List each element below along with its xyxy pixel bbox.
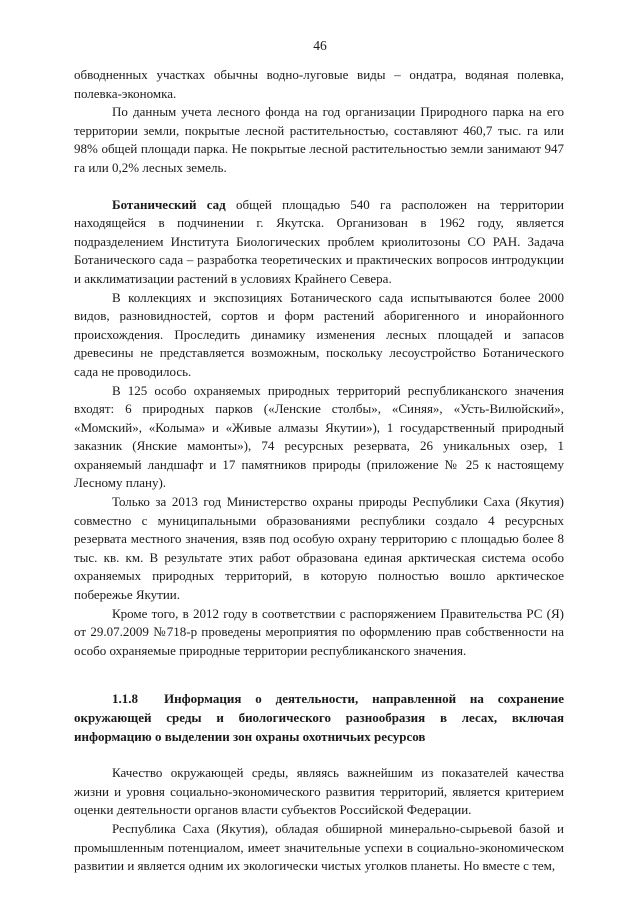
spacer — [74, 746, 564, 764]
paragraph-forest-fund: По данным учета лесного фонда на год организации Природного парка на его территории земли, покрытые лесной растительностью, составляют 460,7 тыс. га или 98% общей площади парка. Не покрытые лесной растительностью земли занимают 947 га или 0,2% лесных земель. — [74, 104, 564, 175]
paragraph-protected-areas: В 125 особо охраняемых природных территорий республиканского значения входят: 6 природных парков («Ленские столбы», «Синяя», «Усть-Вилюйский», «Момский», «Колыма» и «Живые алмазы Якутии»), 1 государственный природный заказник (Янские мамонты»), 74 ресурсных резервата, 26 уникальных озер, 1 охраняемый ландшафт и 17 памятников природы (приложение № 25 к настоящему Лесному плану). — [74, 382, 564, 491]
paragraph-ministry-2013: Только за 2013 год Министерство охраны природы Республики Саха (Якутия) совместно с муниципальными образованиями республики создало 4 ресурсных резервата местного значения, взяв под особую охрану территорию с площадью более 8 тыс. кв. км. В результате этих работ образована единая арктическая система особо охраняемых природных территорий, в которую полностью вошло арктическое побережье Якутии. — [74, 494, 564, 603]
paragraph-continuation: обводненных участках обычны водно-луговые виды – ондатра, водяная полевка, полевка-экономка. — [74, 67, 564, 101]
paragraph-botanical-garden — [74, 196, 564, 289]
spacer — [74, 178, 564, 196]
paragraph-environment-quality: Качество окружающей среды, являясь важнейшим из показателей качества жизни и уровня социально-экономического развития территорий, является критерием оценки деятельности органов власти субъектов Российской Федерации. — [74, 765, 564, 818]
botanical-garden-text: общей площадью 540 га расположен на территории находящейся в подчинении г. Якутска. Организован в 1962 году, является подразделением Института Биологических проблем криолитозоны СО РАН. Задача Ботанического сада – разработка теоретических и практических вопросов интродукции и акклиматизации растений в условиях Крайнего Севера. — [74, 196, 564, 286]
document-body — [74, 66, 564, 876]
section-heading — [74, 690, 564, 746]
botanical-garden-term: Ботанический сад — [112, 196, 226, 212]
paragraph-government-2012: Кроме того, в 2012 году в соответствии с распоряжением Правительства РС (Я) от 29.07.2009 №718-р проведены мероприятия по оформлению прав собственности на особо охраняемые природные территории республиканского значения. — [74, 605, 564, 658]
spacer — [74, 660, 564, 690]
paragraph-collections: В коллекциях и экспозициях Ботанического сада испытываются более 2000 видов, разновидностей, сортов и форм растений аборигенного и инорайонного происхождения. Проследить динамику изменения лесных площадей и запасов древесины не представляется возможным, поскольку лесоустройство Ботанического сада не проводилось. — [74, 289, 564, 379]
section-number: 1.1.8 — [112, 691, 138, 707]
page-number: 46 — [313, 38, 327, 53]
paragraph-republic: Республика Саха (Якутия), обладая обширной минерально-сырьевой базой и промышленным потенциалом, имеет значительные успехи в социально-экономическом развитии и является одним их экологически чистых уголков планеты. Но вместе с тем, — [74, 820, 564, 874]
section-title: Информация о деятельности, направленной на сохранение окружающей среды и биологического разнообразия в лесах, включая информацию о выделении зон охраны охотничьих ресурсов — [74, 691, 564, 744]
